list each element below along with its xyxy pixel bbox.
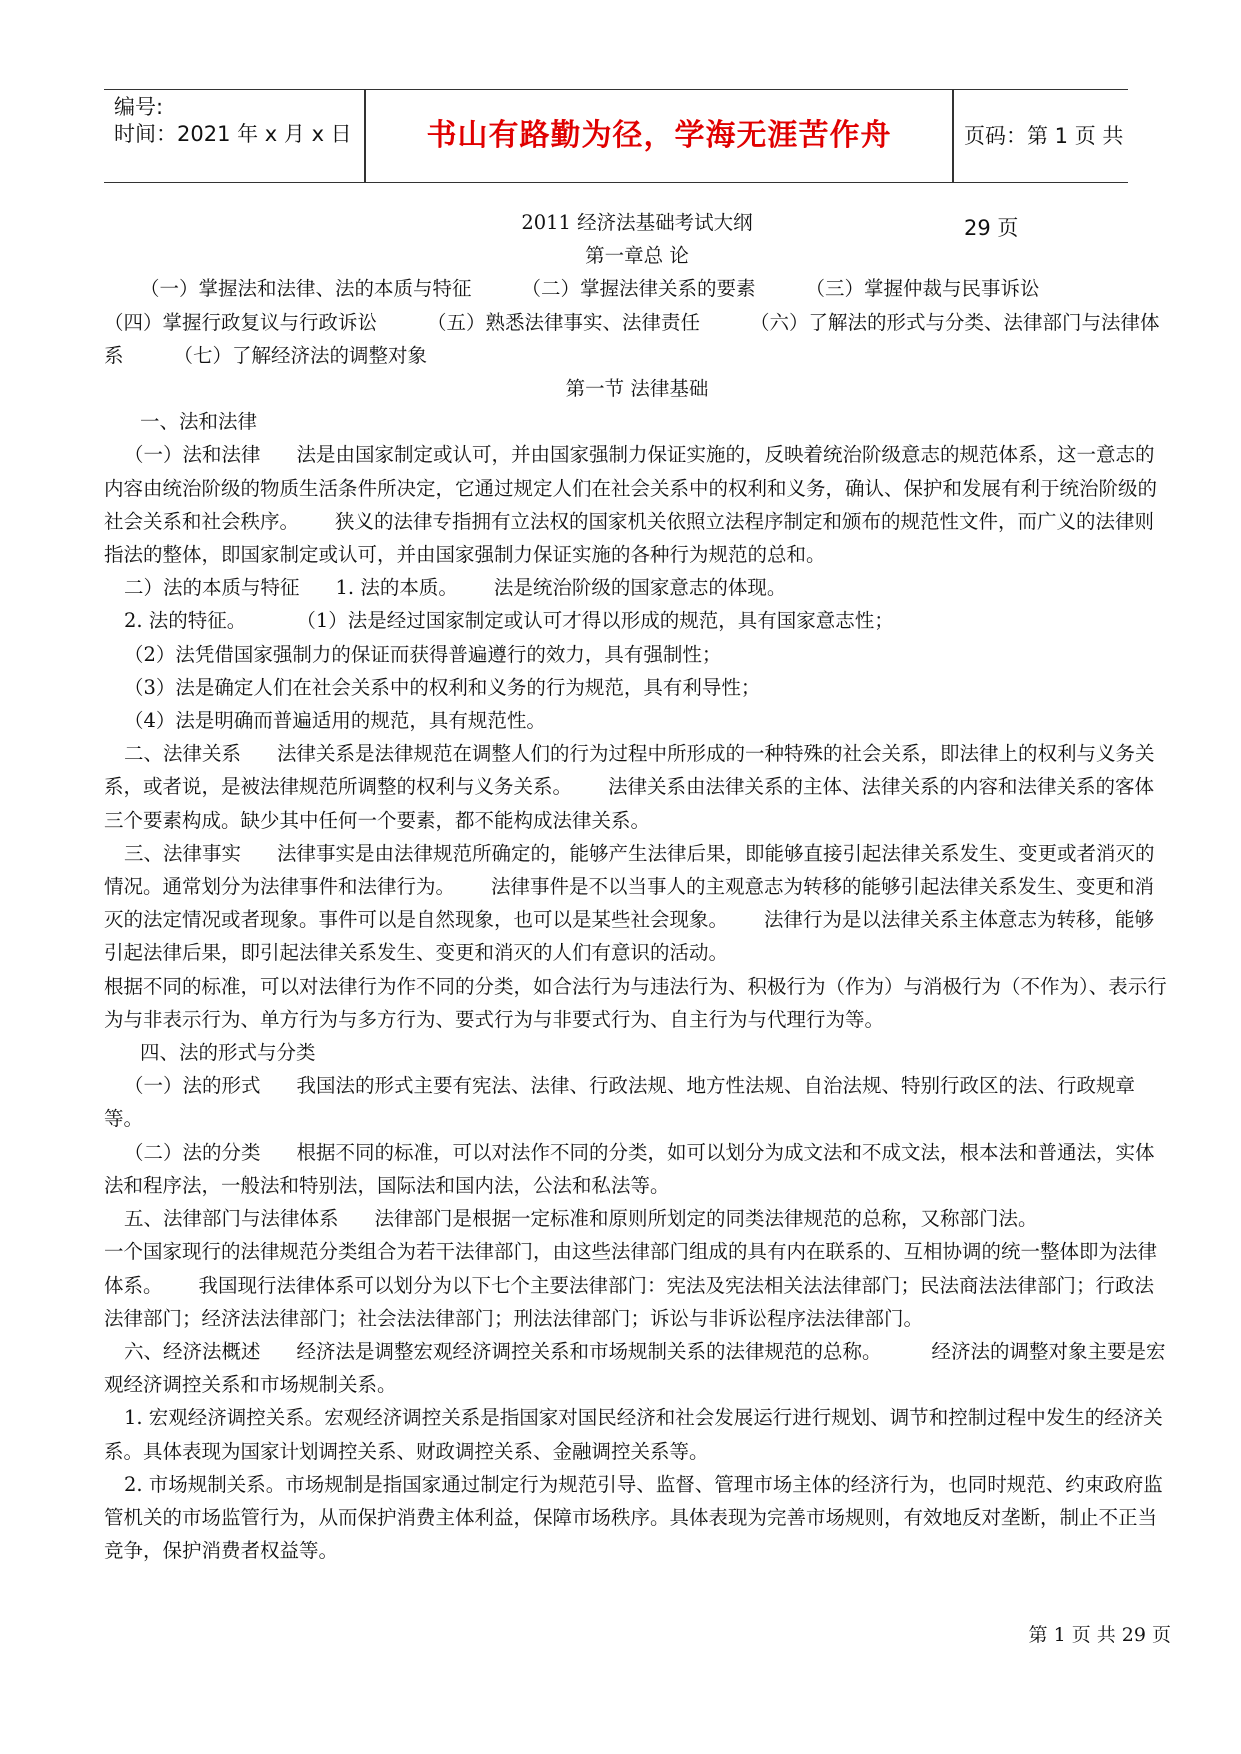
toc-line: [104, 272, 1170, 305]
paragraph-label: 五、法律部门与法律体系: [124, 1207, 339, 1231]
code-label: 编号:: [114, 95, 164, 119]
paragraph-label: 三、法律事实: [124, 841, 242, 865]
paragraph: [104, 1069, 1170, 1135]
paragraph-text: 经济法的调整对象主要是宏观经济调控关系和市场规制关系。: [104, 1339, 1166, 1397]
paragraph-text: 我国法的形式主要有宪法、法律、行政法规、地方性法规、自治法规、特别行政区的法、行政规章等。: [104, 1074, 1136, 1131]
paragraph-text: 一个国家现行的法律规范分类组合为若干法律部门，由这些法律部门组成的具有内在联系的、互相协调的统一整体即为法律体系。: [104, 1240, 1158, 1297]
toc-item: （七）了解经济法的调整对象: [173, 343, 428, 367]
list-item: （3）法是确定人们在社会关系中的权利和义务的行为规范，具有利导性；: [124, 675, 761, 699]
paragraph-text: 狭义的法律专指拥有立法权的国家机关依照立法程序制定和颁布的规范性文件，而广义的法律则指法的整体，即国家制定或认可，并由国家强制力保证实施的各种行为规范的总和。: [104, 509, 1155, 567]
time-label: 时间：2021 年 x 月 x 日: [114, 122, 352, 146]
document-body: [104, 206, 1170, 1567]
header-divider: [952, 90, 954, 182]
paragraph-text: 法是由国家制定或认可，并由国家强制力保证实施的，反映着统治阶级意志的规范体系，这一意志的内容由统治阶级的物质生活条件所决定，它通过规定人们在社会关系中的权利和义务，确认、保护和发展有利于统治阶级的社会关系和社会秩序。: [104, 443, 1158, 533]
paragraph: [104, 571, 1170, 604]
document-title: 2011 经济法基础考试大纲: [521, 211, 753, 234]
toc-item: （五）熟悉法律事实、法律责任: [427, 310, 701, 334]
paragraph: [104, 1136, 1170, 1202]
toc-item: （一）掌握法和法律、法的本质与特征: [140, 277, 472, 301]
paragraph: 根据不同的标准，可以对法律行为作不同的分类，如合法行为与违法行为、积极行为（作为）与消极行为（不作为）、表示行为与非表示行为、单方行为与多方行为、要式行为与非要式行为、自主行为与代理行为等。: [104, 974, 1167, 1031]
paragraph-text: 1. 法的本质。: [335, 576, 458, 600]
paragraph-text: 法律事实是由法律规范所确定的，能够产生法律后果，即能够直接引起法律关系发生、变更或者消灭的情况。通常划分为法律事件和法律行为。: [104, 841, 1155, 899]
paragraph: [104, 737, 1170, 837]
paragraph: 1. 宏观经济调控关系。宏观经济调控关系是指国家对国民经济和社会发展运行进行规划、调节和控制过程中发生的经济关系。具体表现为国家计划调控关系、财政调控关系、金融调控关系等。: [104, 1406, 1163, 1463]
paragraph-text: 根据不同的标准，可以对法作不同的分类，如可以划分为成文法和不成文法，根本法和普通法，实体法和程序法，一般法和特别法，国际法和国内法，公法和私法等。: [104, 1140, 1155, 1197]
paragraph-label: （一）法的形式: [124, 1074, 261, 1098]
header-page-info: 页码：第 1 页 共 29 页: [964, 124, 1124, 240]
paragraph-label: 2. 法的特征。: [124, 609, 247, 633]
list-item: （2）法凭借国家强制力的保证而获得普遍遵行的效力，具有强制性；: [124, 642, 722, 666]
paragraph-label: 六、经济法概述: [124, 1339, 261, 1363]
header-meta: [114, 94, 364, 148]
paragraph-text: 法律行为是以法律关系主体意志为转移，能够引起法律后果，即引起法律关系发生、变更和消灭的人们有意识的活动。: [104, 908, 1155, 965]
paragraph-label: 二、法律关系: [124, 742, 242, 766]
paragraph-text: 法律关系由法律关系的主体、法律关系的内容和法律关系的客体三个要素构成。缺少其中任何一个要素，都不能构成法律关系。: [104, 775, 1155, 832]
paragraph-text: 法是统治阶级的国家意志的体现。: [493, 576, 787, 600]
paragraph-label: 二）法的本质与特征: [124, 576, 300, 600]
paragraph-text: 经济法是调整宏观经济调控关系和市场规制关系的法律规范的总称。: [296, 1339, 882, 1363]
toc-item: （二）掌握法律关系的要素: [521, 277, 756, 301]
toc-item: （四）掌握行政复议与行政诉讼: [104, 310, 378, 334]
paragraph: [104, 438, 1170, 571]
chapter-title: 第一章总 论: [585, 244, 689, 268]
paragraph-text: 我国现行法律体系可以划分为以下七个主要法律部门：宪法及宪法相关法法律部门；民法商法法律部门；行政法法律部门；经济法法律部门；社会法法律部门；刑法法律部门；诉讼与非诉讼程序法法律部门。: [104, 1273, 1155, 1330]
paragraph-text: 法律事件是不以当事人的主观意志为转移的能够引起法律关系发生、变更和消灭的法定情况或者现象。事件可以是自然现象，也可以是某些社会现象。: [104, 875, 1155, 932]
toc-item: （三）掌握仲裁与民事诉讼: [805, 277, 1040, 301]
header-motto: 书山有路勤为径，学海无涯苦作舟: [426, 118, 892, 153]
toc-item: （六）了解法的形式与分类、法律部门与法律体系: [104, 310, 1160, 367]
page-footer: 第 1 页 共 29 页: [1028, 1624, 1171, 1646]
heading: 一、法和法律: [140, 410, 258, 434]
paragraph-text: 法律关系是法律规范在调整人们的行为过程中所形成的一种特殊的社会关系，即法律上的权利与义务关系，或者说，是被法律规范所调整的权利与义务关系。: [104, 742, 1155, 799]
paragraph-label: （一）法和法律: [124, 443, 261, 467]
toc-line: [104, 306, 1170, 372]
section-title: 第一节 法律基础: [565, 377, 709, 401]
list-item: （4）法是明确而普遍适用的规范，具有规范性。: [124, 709, 546, 733]
paragraph-text: 法律部门是根据一定标准和原则所划定的同类法律规范的总称，又称部门法。: [374, 1207, 1038, 1231]
paragraph: [104, 1235, 1170, 1335]
paragraph-label: （二）法的分类: [124, 1140, 261, 1164]
paragraph: [104, 1202, 1170, 1235]
paragraph: [104, 604, 1170, 637]
paragraph: [104, 837, 1170, 970]
heading: 四、法的形式与分类: [140, 1041, 316, 1065]
paragraph-text: （1）法是经过国家制定或认可才得以形成的规范，具有国家意志性；: [296, 609, 894, 633]
paragraph: [104, 1335, 1170, 1401]
paragraph: 2. 市场规制关系。市场规制是指国家通过制定行为规范引导、监督、管理市场主体的经济行为，也同时规范、约束政府监管机关的市场监管行为，从而保护消费主体利益，保障市场秩序。具体表现为完善市场规则，有效地反对垄断，制止不正当竞争，保护消费者权益等。: [104, 1472, 1163, 1563]
